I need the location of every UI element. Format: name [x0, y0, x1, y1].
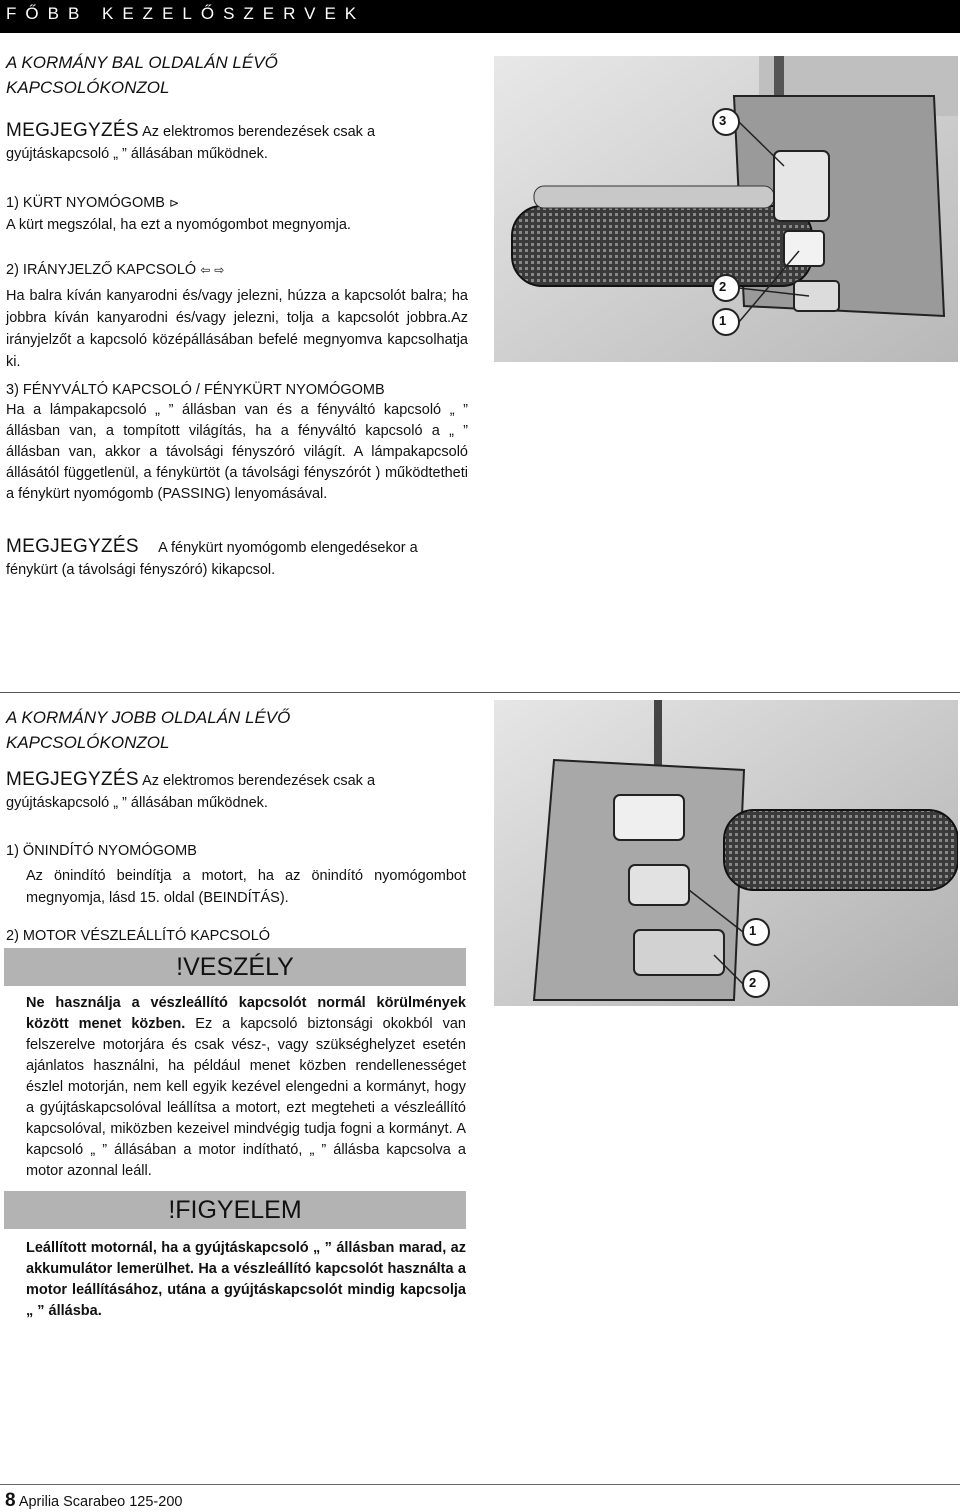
left-section-title: [6, 50, 456, 100]
footer-model: Scarabeo 125-200: [63, 1494, 183, 1510]
right-handlebar-drawing: [494, 700, 958, 1006]
horn-heading: 1) KÜRT NYOMÓGOMB: [6, 195, 165, 211]
page-footer: [5, 1490, 182, 1512]
arrow-right-icon: ⇨: [214, 263, 225, 277]
right-section-title-line1: A KORMÁNY JOBB OLDALÁN LÉVŐ: [6, 708, 291, 727]
kill-switch-heading: 2) MOTOR VÉSZLEÁLLÍTÓ KAPCSOLÓ: [6, 928, 271, 944]
section-divider: [0, 692, 960, 693]
right-note-label: MEGJEGYZÉS: [6, 769, 139, 790]
attention-banner: [4, 1191, 466, 1229]
right-note-text-2: gyújtáskapcsoló „ ” állásában működnek.: [6, 795, 268, 811]
callout-1: 1: [719, 313, 727, 328]
right-handlebar-illustration: [494, 700, 958, 1006]
page-number: 8: [5, 1490, 16, 1511]
page-header-title: FŐBB KEZELŐSZERVEK: [6, 4, 366, 23]
danger-paragraph: [26, 993, 466, 1182]
note-text-1: Az elektromos berendezések csak a: [138, 124, 376, 140]
attention-label: !FIGYELEM: [168, 1196, 302, 1224]
horn-icon: ⊳: [169, 196, 180, 210]
right-callout-1: 1: [749, 923, 757, 938]
attention-text: Leállított motornál, ha a gyújtáskapcsoló „ ” állásban marad, az akkumulátor lemerülhet. Ha a vészleállító kapcsolót használta a motor leállításához, utána a gyújtáskapcsolót mindig kapcsolja „ ” állásba.: [26, 1240, 466, 1319]
note2-label: MEGJEGYZÉS: [6, 536, 139, 557]
right-section-title-line2: KAPCSOLÓKONZOL: [6, 733, 170, 752]
left-item1-heading-row: [6, 192, 179, 214]
right-note-text-1: Az elektromos berendezések csak a: [138, 773, 376, 789]
left-note-2: [6, 536, 468, 581]
right-note: [6, 769, 468, 814]
light-switch-heading: 3) FÉNYVÁLTÓ KAPCSOLÓ / FÉNYKÜRT NYOMÓGOMB: [6, 382, 385, 398]
footer-rule: [0, 1484, 960, 1485]
callout-3: 3: [719, 113, 727, 128]
left-handlebar-illustration: [494, 56, 958, 362]
starter-text: Az önindító beindítja a motort, ha az önindító nyomógombot megnyomja, lásd 15. oldal (BEINDÍTÁS).: [26, 868, 466, 906]
footer-brand: Aprilia: [18, 1494, 60, 1510]
danger-body-text: Ez a kapcsoló biztonsági okokból van felszerelve motorjára és csak vész-, vagy szükséghelyzet esetén ajánlatos használni, ha például menet közben rendellenességet észlel motorján, nem kell egyik kezével elengedni a kormányt, hogy a gyújtáskapcsolóval leállítsa a motort, ezt megteheti a vészleállító kapcsolóval, miközben kezeivel mindvégig tudja fogni a kormányt. A kapcsoló „ ” állásában a motor indítható, „ ” állásba kapcsolva a motor azonnal leáll.: [26, 1016, 466, 1179]
left-section-title-line2: KAPCSOLÓKONZOL: [6, 78, 170, 97]
left-note: [6, 120, 468, 165]
danger-label: !VESZÉLY: [176, 953, 294, 981]
danger-banner: [4, 948, 466, 986]
left-section-title-line1: A KORMÁNY BAL OLDALÁN LÉVŐ: [6, 53, 278, 72]
callout-2: 2: [719, 279, 727, 294]
left-item2-heading-row: [6, 259, 224, 281]
note-text-2: gyújtáskapcsoló „ ” állásában működnek.: [6, 146, 268, 162]
danger-bold-text: Ne használja a vészleállító kapcsolót normál körülmények között menet közben.: [26, 995, 466, 1032]
arrow-left-icon: ⇦: [200, 263, 211, 277]
starter-heading: 1) ÖNINDÍTÓ NYOMÓGOMB: [6, 843, 197, 859]
note2-text-1: A fénykürt nyomógomb elengedésekor a: [158, 540, 418, 556]
light-switch-text: Ha a lámpakapcsoló „ ” állásban van és a fényváltó kapcsoló „ ” állásban van, a tompított világítás, ha a fényváltó kapcsoló a „ ” állásban van, akkor a távolsági fényszóró világít. A lámpakapcsoló állásától függetlenül, a fénykürtöt (a távolsági fényszórót ) működtetheti a fénykürt nyomógomb (PASSING) lenyomásával.: [6, 402, 468, 502]
note2-text-2: fénykürt (a távolsági fényszóró) kikapcsol.: [6, 562, 276, 578]
right-callout-2: 2: [749, 975, 757, 990]
horn-text: A kürt megszólal, ha ezt a nyomógombot megnyomja.: [6, 217, 351, 233]
note-label: MEGJEGYZÉS: [6, 120, 139, 141]
turn-signal-text: Ha balra kíván kanyarodni és/vagy jelezni, húzza a kapcsolót balra; ha jobbra kíván kanyarodni és/vagy jelezni, tolja a kapcsolót jobbra.Az irányjelzőt a kapcsoló középállásában befelé megnyomva kapcsolhatja ki.: [6, 288, 468, 370]
right-section-title: [6, 705, 456, 755]
turn-signal-heading: 2) IRÁNYJELZŐ KAPCSOLÓ: [6, 262, 197, 278]
